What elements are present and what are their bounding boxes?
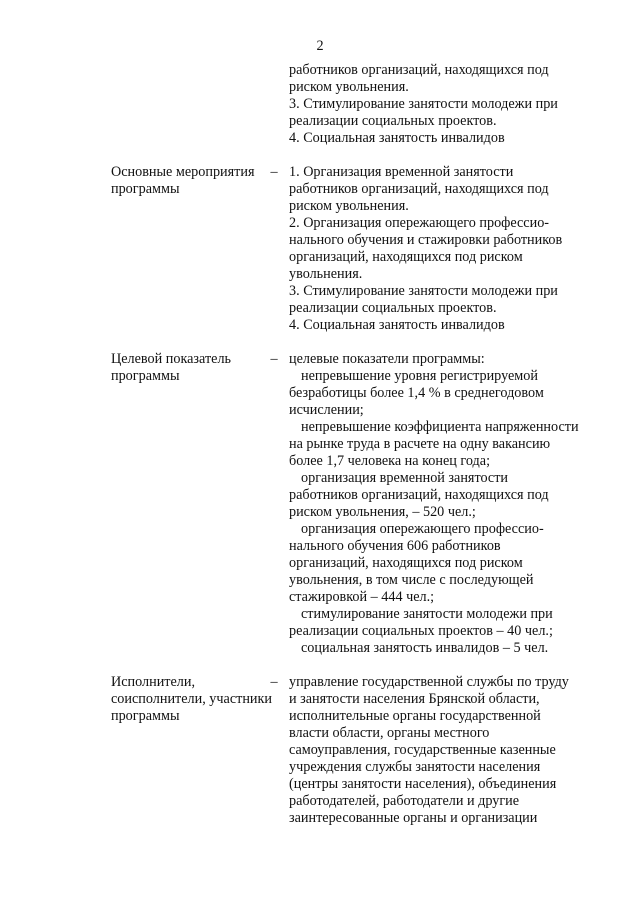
continuation-text <box>289 62 594 147</box>
text-line: и занятости населения Брянской области, <box>289 691 540 707</box>
text-line: увольнения, в том числе с последующей <box>289 572 534 588</box>
text-line: стимулирование занятости молодежи при <box>301 606 553 622</box>
text-line: реализации социальных проектов. <box>289 300 497 316</box>
text-line: организаций, находящихся под риском <box>289 249 523 265</box>
row-label <box>111 351 271 385</box>
dash-separator: – <box>270 164 278 180</box>
text-line: риском увольнения. <box>289 198 409 214</box>
text-line: 2. Организация опережающего профессио- <box>289 215 550 231</box>
text-line: управление государственной службы по труду <box>289 674 569 690</box>
text-line: организация опережающего профессио- <box>301 521 544 537</box>
label-line: Основные мероприятия <box>111 164 255 180</box>
text-line: более 1,7 человека на конец года; <box>289 453 491 469</box>
text-line: заинтересованные органы и организации <box>289 810 538 826</box>
text-line: непревышение коэффициента напряженности <box>301 419 579 435</box>
text-line: нального обучения и стажировки работников <box>289 232 563 248</box>
text-line: риском увольнения, – 520 чел.; <box>289 504 476 520</box>
text-line: нального обучения 606 работников <box>289 538 501 554</box>
dash-separator: – <box>270 351 278 367</box>
row-label <box>111 674 271 725</box>
text-line: 3. Стимулирование занятости молодежи при <box>289 283 558 299</box>
row-label <box>111 164 271 198</box>
text-line: власти области, органы местного <box>289 725 490 741</box>
label-line: программы <box>111 368 180 384</box>
text-line: учреждения службы занятости населения <box>289 759 541 775</box>
row-content <box>289 351 594 657</box>
label-line: программы <box>111 181 180 197</box>
text-line: риском увольнения. <box>289 79 409 95</box>
text-line: (центры занятости населения), объединения <box>289 776 557 792</box>
text-line: безработицы более 1,4 % в среднегодовом <box>289 385 544 401</box>
text-line: реализации социальных проектов – 40 чел.; <box>289 623 553 639</box>
text-line: 4. Социальная занятость инвалидов <box>289 130 505 146</box>
text-line: 4. Социальная занятость инвалидов <box>289 317 505 333</box>
text-line: организация временной занятости <box>301 470 509 486</box>
label-line: программы <box>111 708 180 724</box>
text-line: социальная занятость инвалидов – 5 чел. <box>301 640 549 656</box>
row-content <box>289 674 594 827</box>
dash-separator: – <box>270 674 278 690</box>
text-line: работников организаций, находящихся под <box>289 181 549 197</box>
page-number: 2 <box>316 38 324 54</box>
label-line: Исполнители, <box>111 674 196 690</box>
label-line: соисполнители, участники <box>111 691 273 707</box>
row-content <box>289 164 594 334</box>
text-line: непревышение уровня регистрируемой <box>301 368 538 384</box>
text-line: исполнительные органы государственной <box>289 708 541 724</box>
text-line: исчислении; <box>289 402 364 418</box>
text-line: реализации социальных проектов. <box>289 113 497 129</box>
text-line: 3. Стимулирование занятости молодежи при <box>289 96 558 112</box>
text-line: на рынке труда в расчете на одну вакансию <box>289 436 551 452</box>
text-line: организаций, находящихся под риском <box>289 555 523 571</box>
text-line: увольнения. <box>289 266 363 282</box>
text-line: 1. Организация временной занятости <box>289 164 514 180</box>
label-line: Целевой показатель <box>111 351 231 367</box>
text-line: целевые показатели программы: <box>289 351 485 367</box>
text-line: работодателей, работодатели и другие <box>289 793 520 809</box>
text-line: работников организаций, находящихся под <box>289 487 549 503</box>
text-line: самоуправления, государственные казенные <box>289 742 556 758</box>
text-line: стажировкой – 444 чел.; <box>289 589 435 605</box>
text-line: работников организаций, находящихся под <box>289 62 549 78</box>
